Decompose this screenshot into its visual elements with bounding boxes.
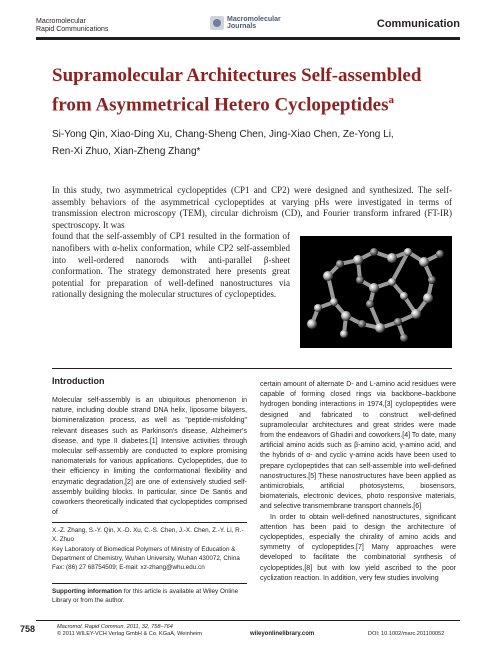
journal-name-line2: Rapid Communications (36, 26, 109, 33)
footer-copyright: © 2011 WILEY-VCH Verlag GmbH & Co. KGaA, Weinheim (57, 631, 202, 637)
footer-doi[interactable]: DOI: 10.1002/marc.201100052 (368, 631, 445, 637)
affiliation-lab: Key Laboratory of Biomedical Polymers of Ministry of Education & Department of Chemistry, Wuhan University, Wuhan 430072, China (52, 545, 240, 562)
title-footnote-marker: a (388, 94, 394, 106)
journal-name (36, 18, 136, 34)
section-label: Communication (376, 18, 460, 30)
affiliation-contact: Fax: (86) 27 68754509; E-mail: xz-zhang@whu.edu.cn (52, 564, 205, 572)
molecular-model-graphic (300, 236, 452, 348)
journal-name-line1: Macromolecular (36, 18, 86, 25)
header-rule (36, 37, 460, 40)
footer-citation-block (57, 624, 202, 638)
introduction-heading: Introduction (52, 376, 105, 386)
page-number: 758 (20, 624, 36, 634)
macromolecular-journals-logo (210, 14, 292, 32)
abstract-text-narrow: found that the self-assembly of CP1 resulted in the formation of nanofibers with α-helix conformation, while CP2 self-assembled into well-ordered nanorods with anti-parallel β-sheet conformation. The strategy demonstrated here presents great potential for preparation of well-defined nanostructures via rationally designing the molecular structures of cyclopeptides. (52, 231, 290, 300)
author-affiliation (52, 522, 247, 572)
journal-logo-icon (210, 16, 224, 30)
introduction-paragraph-1: Molecular self-assembly is an ubiquitous phenomenon in nature, including double strand DNA helix, liposome bilayers, biomineralization process, as well as "peptide-misfolding" relevant diseases such as Parkinson's disease, Alzheimer's disease, and type II diabetes.[1] Intensive activities through molecular self-assembly are conducted to explore promising nanomaterials for various applications. Cyclopeptides, due to their efficiency in limiting the conformational flexibility and enzymatic degradation,[2] are one of extensively studied self-assembly building blocks. In particular, since De Santis and coworkers theoretically indicated that cyclopeptides comprised of (52, 397, 247, 517)
logo-line2: Journals (227, 23, 257, 30)
introduction-left-column (52, 396, 247, 518)
footer-website-link[interactable]: wileyonlinelibrary.com (250, 631, 315, 637)
supporting-information-note (52, 583, 247, 606)
introduction-rule (52, 368, 452, 369)
authors-line1: Si-Yong Qin, Xiao-Ding Xu, Chang-Sheng Chen, Jing-Xiao Chen, Ze-Yong Li, (52, 129, 394, 140)
introduction-paragraph-3: In order to obtain well-defined nanostructures, significant attention has been paid to design the architecture of cyclopeptides, especially the chirality of amino acids and symmetry of cyclopeptides.[7] Many approaches were developed to facilitate the combinatorial synthesis of cyclopeptides,[8] but with low yield ascribed to the poor cyclization reaction. In addition, very few studies involving (260, 513, 456, 582)
supporting-information-label: Supporting information (52, 588, 122, 595)
logo-line1: Macromolecular (227, 16, 281, 23)
authors-line2: Ren-Xi Zhuo, Xian-Zheng Zhang* (52, 146, 201, 157)
supporting-information-text: for this article is available at Wiley Online Library or from the author. (52, 588, 239, 605)
article-title (52, 64, 472, 117)
introduction-paragraph-2: certain amount of alternate D- and L-amino acid residues were capable of forming closed rings via backbone–backbone hydrogen bonding interactions in 1974,[3] cyclopeptides were designed and fabricated to construct well-defined supramolecular architectures and great strides were made from the endeavors of Ghadiri and coworkers.[4] To date, many artificial amino acids such as β-amino acid, γ-amino acid, and the hybrids of α- and cyclic γ-amino acids have been used to prepare cyclopeptides that can self-assemble into well-defined nanostructures.[5] These nanostructures have been applied as antimicrobials, artificial photosystems, biosensors, biomaterials, electronic devices, photo responsive materials, and selective transmembrane transport channels.[6] (260, 381, 456, 511)
toc-molecular-model-image (300, 236, 452, 348)
footer-citation: Macromol. Rapid Commun. 2011, 32, 758–764 (57, 624, 173, 630)
footer-rule (36, 620, 460, 621)
title-line2: from Asymmetrical Hetero Cyclopeptides (52, 94, 389, 116)
title-line1: Supramolecular Architectures Self-assembled (52, 65, 422, 86)
introduction-right-column (260, 380, 456, 584)
affiliation-names: X.-Z. Zhang, S.-Y. Qin, X.-D. Xu, C.-S. Chen, J.-X. Chen, Z.-Y. Li, R.-X. Zhuo (52, 527, 244, 544)
abstract-text-wide: In this study, two asymmetrical cyclopeptides (CP1 and CP2) were designed and synthesized. The self-assembly behaviors of the asymmetrical cyclopeptides at varying pHs were investigated in terms of transmission electron microscopy (TEM), circular dichroism (CD), and Fourier transform infrared (FT-IR) spectroscopy. It was (52, 185, 452, 230)
author-list (52, 126, 472, 160)
